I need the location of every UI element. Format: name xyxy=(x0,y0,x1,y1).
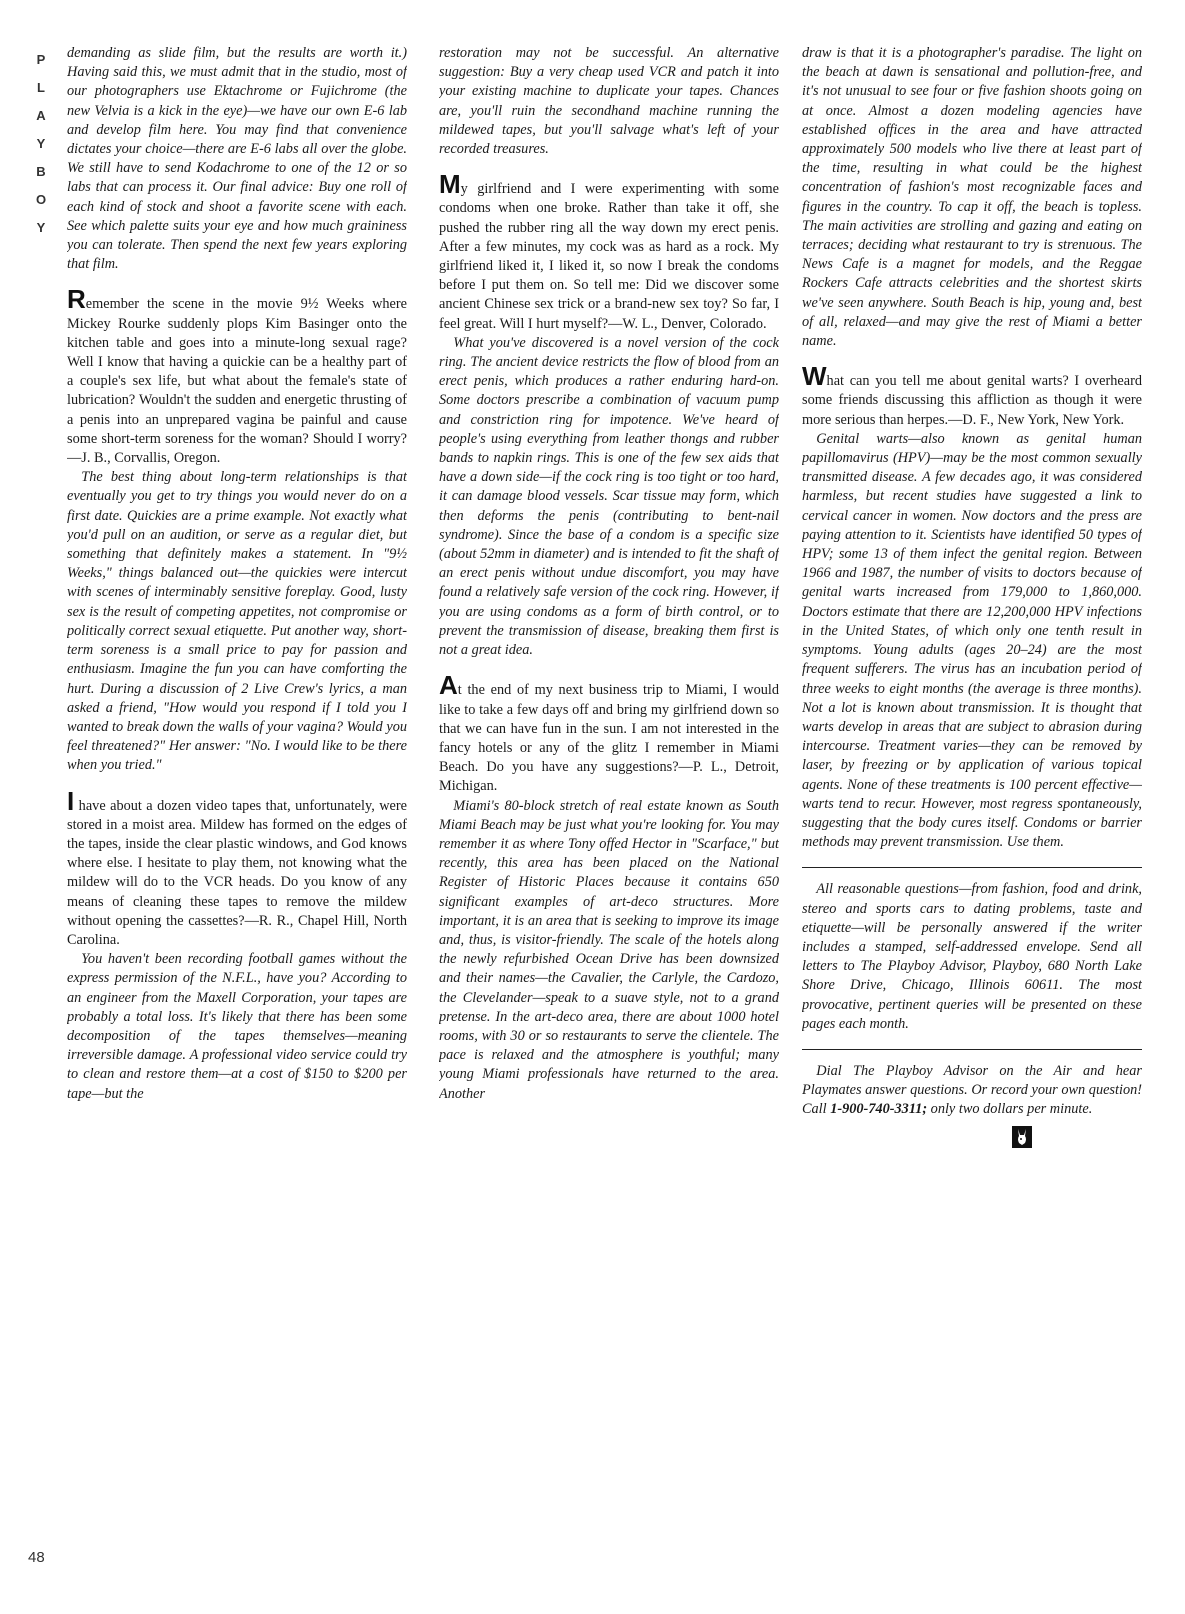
dial-end-text: only two dollars per minute. xyxy=(927,1101,1093,1118)
dial-notice xyxy=(802,1062,1142,1120)
side-letter: Y xyxy=(36,220,46,235)
side-letter: A xyxy=(36,108,46,123)
question-paragraph xyxy=(67,284,407,468)
drop-cap: M xyxy=(439,169,461,200)
question-text: hat can you tell me about genital warts? I overheard some friends discussing this affliction as though it were more serious than herpes.—D. F., New York, New York. xyxy=(802,373,1142,428)
drop-cap: W xyxy=(802,361,827,392)
question-paragraph xyxy=(439,670,779,796)
answer-paragraph: Miami's 80-block stretch of real estate known as South Miami Beach may be just what you're looking for. You may remember it as where Tony offed Hector in "Scarface," but recently, this area has been placed on the National Register of Historic Places because it contains 650 significant examples of art-deco structures. More important, it is an area that is seeking to improve its image and, thus, is visitor-friendly. The scale of the hotels along the newly refurbished Ocean Drive has been downsized and their names—the Cavalier, the Carlyle, the Cardozo, the Clevelander—speak to a suave style, not to a grand pretense. In the art-deco area, there are about 1000 hotel rooms, with 30 or so restaurants to serve the clientele. The pace is relaxed and the atmosphere is youthful; many young Miami professionals have returned to the area. Another xyxy=(439,797,779,1102)
column-1 xyxy=(67,44,407,1604)
magazine-side-label xyxy=(30,46,52,242)
answer-paragraph: Genital warts—also known as genital human papillomavirus (HPV)—may be the most common sexually transmitted disease. A few decades ago, it was considered harmless, but recent studies have suggested a link to cervical cancer in women. Now doctors and the press are paying attention to it. Scientists have identified 50 types of HPV; some 13 of them infect the genital region. Between 1966 and 1987, the number of visits to doctors because of genital warts increased from 179,000 to 1,860,000. Doctors estimate that there are 12,200,000 HPV infections in the United States, of which only one tenth result in symptoms. Young adults (ages 20–24) are the most frequent sufferers. The virus has an incubation period of three weeks to eight months (the average is three months). Not a lot is known about transmission. It is thought that warts develop in areas that are subject to abrasion during intercourse. Treatment varies—they can be removed by laser, by freezing or by application of various topical agents. None of these treatments is 100 percent effective—warts tend to recur. However, most regress spontaneously, suggesting that the body cures itself. Condoms or barrier methods may prevent transmission. Use them. xyxy=(802,430,1142,851)
column-2 xyxy=(439,44,779,1604)
answer-paragraph: What you've discovered is a novel version of the cock ring. The ancient device restricts the flow of blood from an erect penis, which produces a rather enduring hard-on. Some doctors prescribe a combination of vacuum pump and constriction ring for impotence. We've heard of people's using everything from leather thongs and rubber bands to napkin rings. This is one of the few sex aids that have a down side—if the cock ring is too tight or too hard, it can damage blood vessels. Scar tissue may form, which then deforms the penis (contributing to bent-nail syndrome). Since the base of a condom is a specific size (about 52mm in diameter) and is intended to fit the shaft of an erect penis without undue discomfort, you may have found a relatively safe version of the cock ring. However, if you are using condoms as a form of birth control, or to prevent the transmission of disease, breaking them first is not a great idea. xyxy=(439,334,779,659)
column-3 xyxy=(802,44,1142,1604)
drop-cap: R xyxy=(67,284,86,315)
dial-text: Dial The Playboy Advisor on the Air and hear Playmates answer questions. Or record your own question! Call xyxy=(802,1062,1142,1118)
phone-number: 1-900-740-3311; xyxy=(830,1101,928,1118)
answer-paragraph: draw is that it is a photographer's paradise. The light on the beach at dawn is sensational and pollution-free, and it's not unusual to see four or five fashion shoots going on at once. Almost a dozen modeling agencies have established offices in the area and have attracted approximately 500 models who live there at least part of the time, resulting in what could be the highest concentration of fashion's most recognizable faces and figures in the country. To cap it off, the beach is topless. The main activities are strolling and gazing and eating on terraces; deciding what restaurant to try is strenuous. The News Cafe is a magnet for models, and the Reggae Rockers Cafe attracts celebrities and the shortest skirts we've seen anywhere. South Beach is hip, young and, best of all, relaxed—and may give the rest of Miami a better name. xyxy=(802,45,1142,350)
question-text: y girlfriend and I were experimenting with some condoms when one broke. Rather than take it off, she pushed the rubber ring all the way down my erect penis. After a few minutes, my cock was as hard as a rock. My girlfriend liked it, I liked it, so now I break the condoms before I put them on. So tell me: Did we discover some ancient Chinese sex trick or a brand-new sex toy? So far, I feel great. Will I hurt myself?—W. L., Denver, Colorado. xyxy=(439,181,779,332)
answer-paragraph: The best thing about long-term relationships is that eventually you get to try things you would never do on a first date. Quickies are a prime example. Not exactly what you'd pull on an audition, or serve as a regular diet, but something that definitely makes a statement. In "9½ Weeks," things balanced out—the quickies were intercut with scenes of interminably sensitive foreplay. Good, lusty sex is the result of competing appetites, not compromise or politically correct sexual etiquette. Put another way, short-term soreness is a small price to pay for passion and enthusiasm. Imagine the fun you can have comforting the hurt. During a discussion of 2 Live Crew's lyrics, a man asked a friend, "How would you respond if I told you I wanted to break down the walls of your vagina? Would you feel threatened?" Her answer: "No. I would like to be there when you tried." xyxy=(67,469,407,774)
side-letter: B xyxy=(36,164,46,179)
question-paragraph xyxy=(439,169,779,334)
side-letter: O xyxy=(35,192,47,207)
side-letter: L xyxy=(37,80,45,95)
question-text: emember the scene in the movie 9½ Weeks where Mickey Rourke suddenly plops Kim Basinger onto the kitchen table and goes into a minute-long sexual rage? Well I know that having a quickie can be a healthy part of a couple's sex life, but what about the female's state of lubrication? Wouldn't the sudden and energetic thrusting of a penis into an unprepared vagina be painful and cause some short-term soreness for the woman? Should I worry?—J. B., Corvallis, Oregon. xyxy=(67,296,407,467)
question-text: t the end of my next business trip to Miami, I would like to take a few days off and bring my girlfriend down so that we can have fun in the sun. I am not interested in the fancy hotels or any of the glitz I remember in Miami Beach. Do you have any suggestions?—P. L., Detroit, Michigan. xyxy=(439,682,779,795)
rabbit-head-icon xyxy=(1012,1126,1032,1148)
answer-paragraph: demanding as slide film, but the results are worth it.) Having said this, we must admit that in the studio, most of our photographers use Ektachrome or Fujichrome (the new Velvia is a kick in the eye)—we have our own E-6 lab and develop film here. You may find that convenience dictates your choice—there are E-6 labs all over the globe. We still have to send Kodachrome to one of the 12 or so labs that can process it. Our final advice: Buy one roll of each kind of stock and shoot a favorite scene with each. See which palette suits your eye and how much graininess you can tolerate. Then spend the next few years exploring that film. xyxy=(67,45,407,273)
side-letter: Y xyxy=(36,136,46,151)
question-paragraph xyxy=(67,785,407,951)
divider xyxy=(802,1049,1142,1050)
divider xyxy=(802,867,1142,868)
drop-cap: I xyxy=(67,785,75,816)
question-text: have about a dozen video tapes that, unfortunately, were stored in a moist area. Mildew has formed on the edges of the tapes, inside the clear plastic windows, and God knows where else. I hesitate to play them, not knowing what the mildew will do to the VCR heads. Do you know of any means of cleaning these tapes to remove the mildew without opening the cassettes?—R. R., Chapel Hill, North Carolina. xyxy=(67,797,407,948)
question-paragraph xyxy=(802,361,1142,430)
submission-notice: All reasonable questions—from fashion, food and drink, stereo and sports cars to dating problems, taste and etiquette—will be personally answered if the writer includes a stamped, self-addressed envelope. Send all letters to The Playboy Advisor, Playboy, 680 North Lake Shore Drive, Chicago, Illinois 60611. The most provocative, pertinent queries will be presented on these pages each month. xyxy=(802,881,1142,1032)
page-number: 48 xyxy=(28,1549,45,1566)
side-letter: P xyxy=(36,52,46,67)
answer-paragraph: You haven't been recording football games without the express permission of the N.F.L., have you? According to an engineer from the Maxell Corporation, your tapes are probably a total loss. It's likely that there has been some decomposition of the tapes themselves—meaning irreversible damage. A professional video service could try to clean and restore them—at a cost of $150 to $200 per tape—but the xyxy=(67,951,407,1102)
drop-cap: A xyxy=(439,670,458,701)
answer-paragraph: restoration may not be successful. An alternative suggestion: Buy a very cheap used VCR and patch it into your existing machine to duplicate your tapes. Chances are, you'll ruin the secondhand machine running the mildewed tapes, but you'll salvage what's left of your recorded treasures. xyxy=(439,45,779,158)
